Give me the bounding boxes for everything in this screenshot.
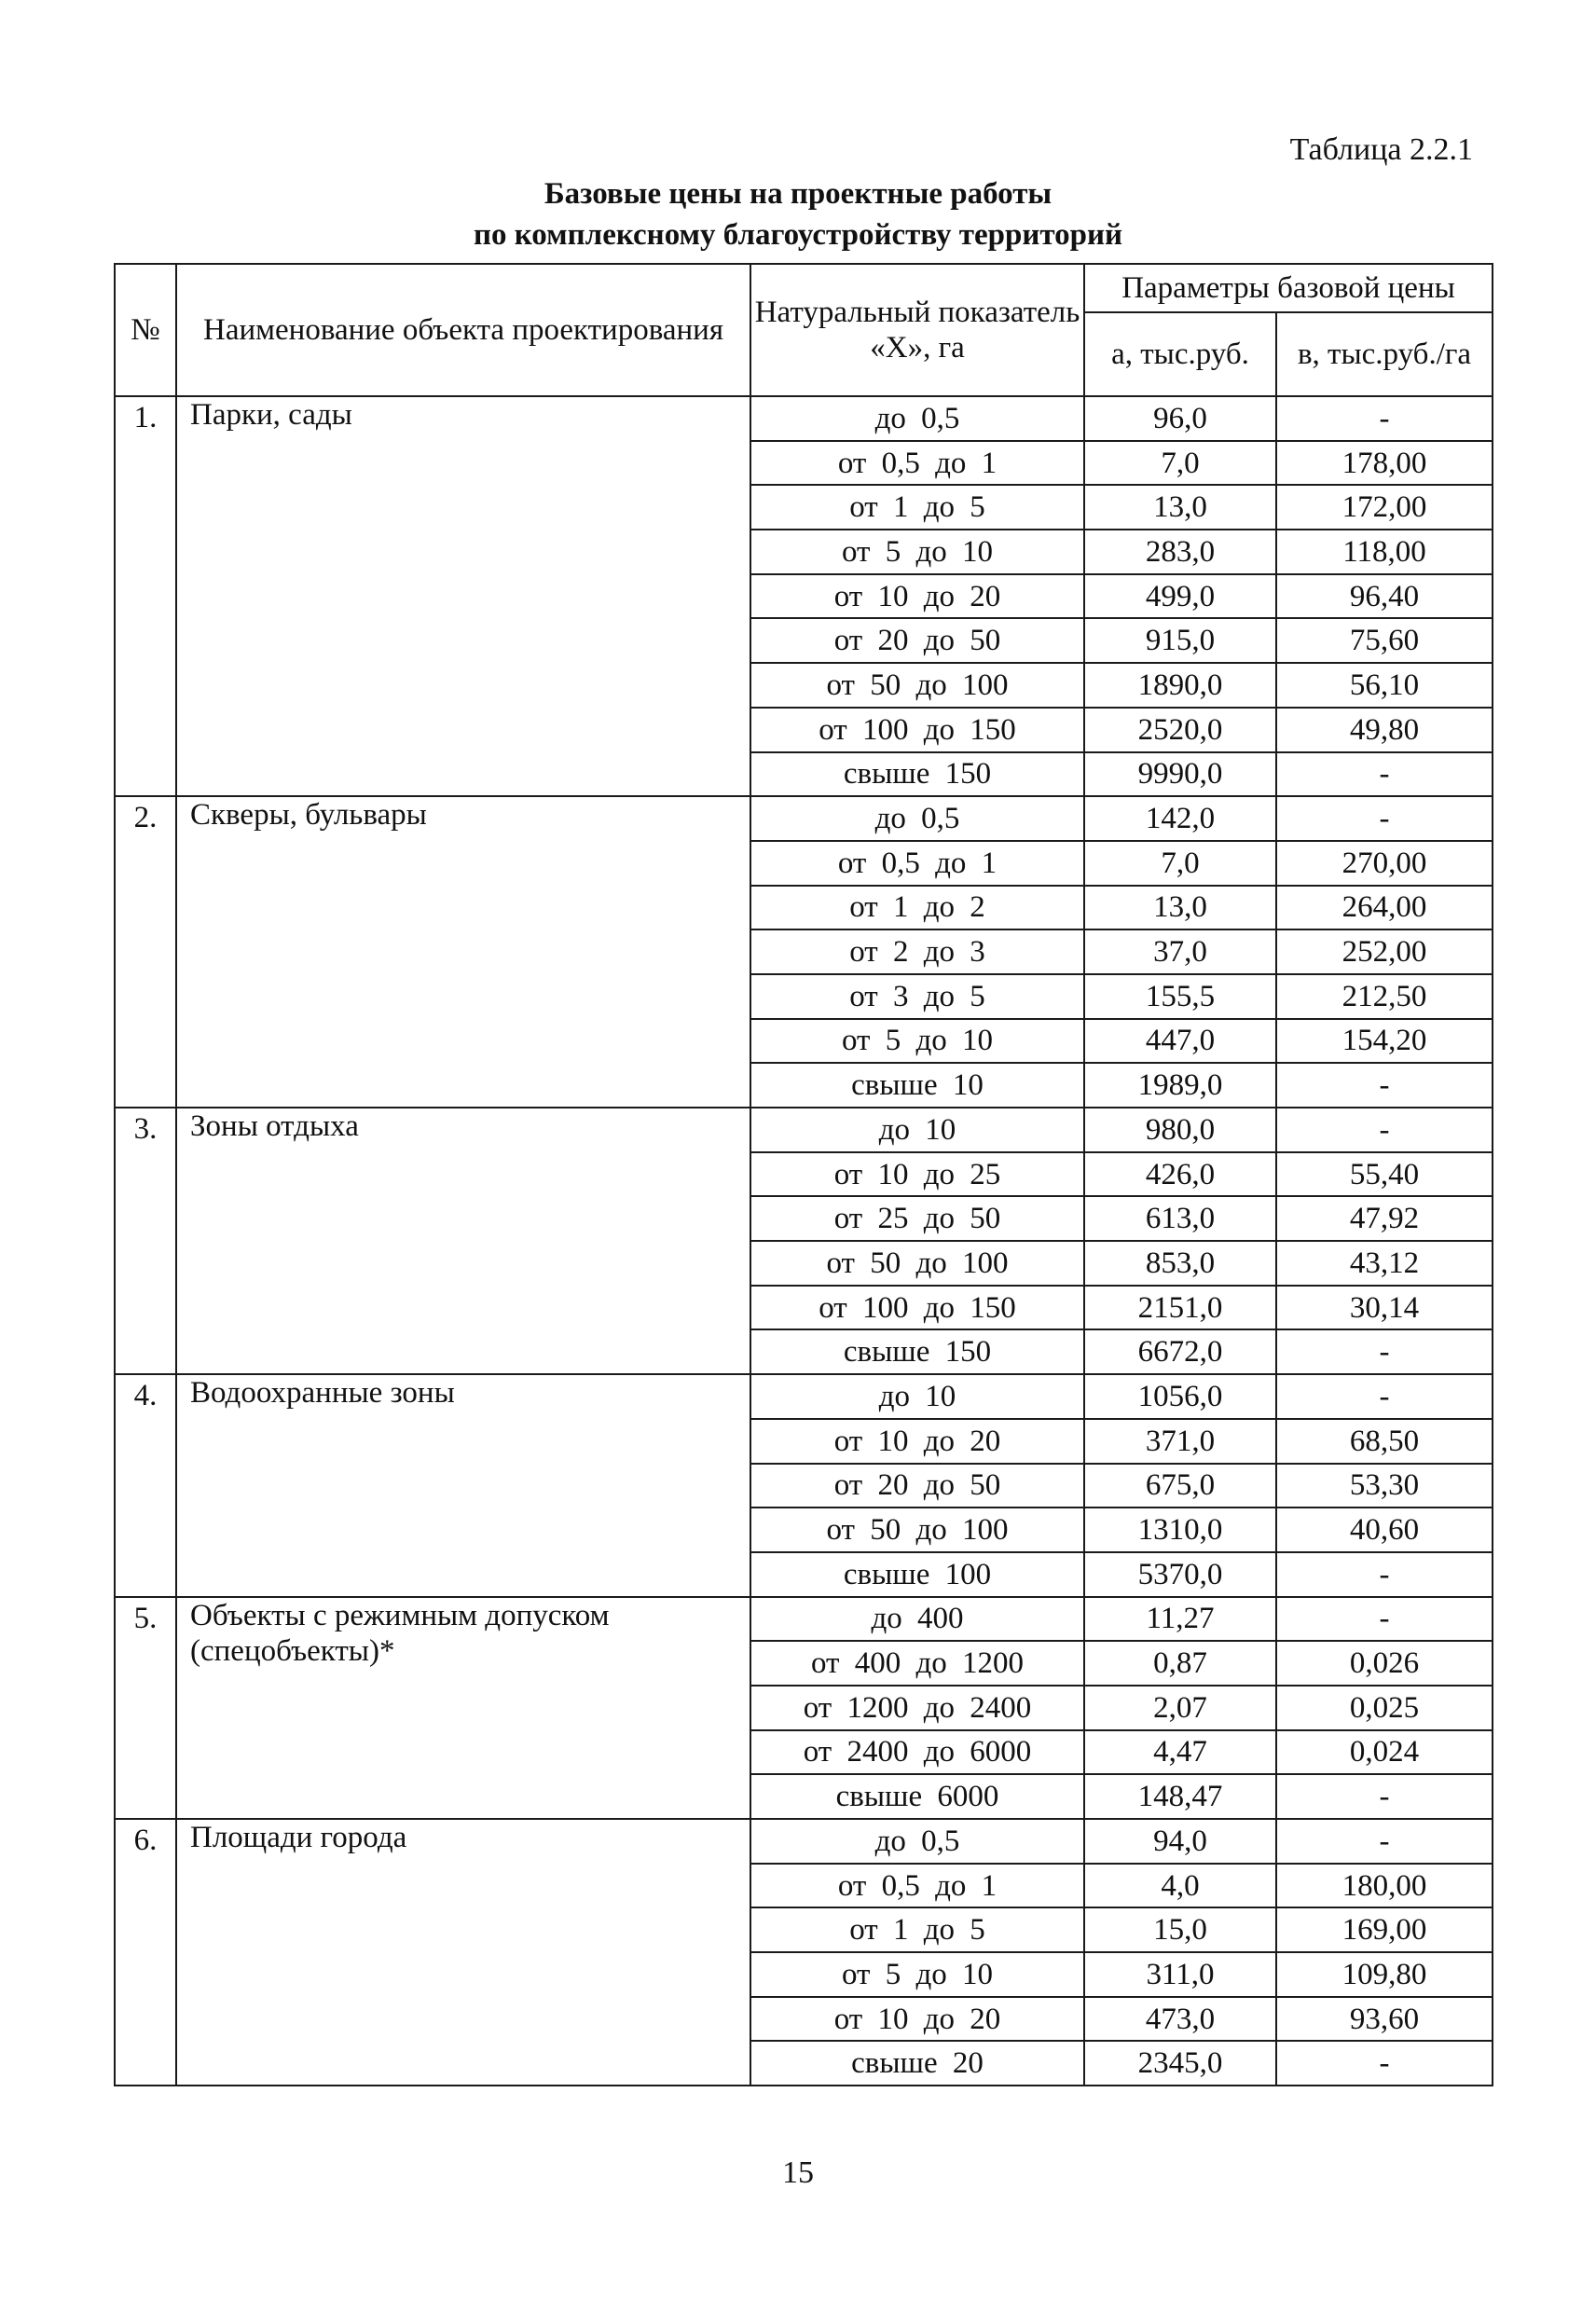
param-b-value: - (1276, 1597, 1493, 1642)
indicator-range: от 2400 до 6000 (750, 1730, 1084, 1775)
param-a-value: 96,0 (1084, 396, 1276, 441)
indicator-range: от 50 до 100 (750, 1508, 1084, 1552)
param-a-value: 371,0 (1084, 1419, 1276, 1464)
document-title (0, 173, 1596, 255)
table-row (115, 396, 1493, 441)
indicator-range: от 1 до 5 (750, 1907, 1084, 1952)
param-a-value: 142,0 (1084, 796, 1276, 841)
param-a-value: 1310,0 (1084, 1508, 1276, 1552)
indicator-range: от 20 до 50 (750, 618, 1084, 663)
indicator-range: до 0,5 (750, 396, 1084, 441)
object-name: Парки, сады (176, 396, 750, 796)
object-name: Водоохранные зоны (176, 1374, 750, 1596)
param-a-value: 7,0 (1084, 441, 1276, 486)
table-row (115, 796, 1493, 841)
param-a-value: 853,0 (1084, 1241, 1276, 1286)
param-a-value: 311,0 (1084, 1952, 1276, 1997)
indicator-range: до 10 (750, 1374, 1084, 1419)
param-a-value: 283,0 (1084, 530, 1276, 574)
indicator-range: от 20 до 50 (750, 1464, 1084, 1508)
param-b-value: - (1276, 1108, 1493, 1152)
param-a-value: 675,0 (1084, 1464, 1276, 1508)
param-b-value: 93,60 (1276, 1997, 1493, 2042)
param-b-value: 40,60 (1276, 1508, 1493, 1552)
indicator-range: свыше 100 (750, 1552, 1084, 1597)
param-b-value: 56,10 (1276, 663, 1493, 708)
indicator-range: до 0,5 (750, 796, 1084, 841)
param-a-value: 155,5 (1084, 974, 1276, 1019)
indicator-range: свыше 6000 (750, 1774, 1084, 1819)
title-line-2: по комплексному благоустройству территорий (473, 218, 1123, 252)
param-b-value: 68,50 (1276, 1419, 1493, 1464)
base-prices-table (114, 263, 1493, 2086)
object-name: Объекты с режимным допуском (спецобъекты)* (176, 1597, 750, 1819)
param-b-value: - (1276, 1819, 1493, 1864)
param-b-value: 0,025 (1276, 1686, 1493, 1730)
param-b-value: 172,00 (1276, 485, 1493, 530)
object-name: Зоны отдыха (176, 1108, 750, 1374)
indicator-range: от 50 до 100 (750, 663, 1084, 708)
table-header (115, 264, 1493, 396)
header-param-b: в, тыс.руб./га (1276, 312, 1493, 396)
header-param-a: а, тыс.руб. (1084, 312, 1276, 396)
indicator-range: от 25 до 50 (750, 1196, 1084, 1241)
param-b-value: - (1276, 1329, 1493, 1374)
indicator-range: свыше 150 (750, 752, 1084, 797)
param-a-value: 473,0 (1084, 1997, 1276, 2042)
indicator-range: от 10 до 25 (750, 1152, 1084, 1197)
param-b-value: - (1276, 1552, 1493, 1597)
param-b-value: 154,20 (1276, 1019, 1493, 1064)
param-a-value: 6672,0 (1084, 1329, 1276, 1374)
param-a-value: 499,0 (1084, 574, 1276, 619)
param-b-value: 109,80 (1276, 1952, 1493, 1997)
param-a-value: 0,87 (1084, 1641, 1276, 1686)
param-b-value: 264,00 (1276, 886, 1493, 930)
row-number: 1. (115, 396, 176, 796)
indicator-range: свыше 150 (750, 1329, 1084, 1374)
table-label: Таблица 2.2.1 (1289, 132, 1473, 167)
indicator-range: от 5 до 10 (750, 1952, 1084, 1997)
indicator-range: до 400 (750, 1597, 1084, 1642)
indicator-range: от 100 до 150 (750, 708, 1084, 752)
indicator-range: до 0,5 (750, 1819, 1084, 1864)
param-b-value: 49,80 (1276, 708, 1493, 752)
param-b-value: 178,00 (1276, 441, 1493, 486)
param-a-value: 447,0 (1084, 1019, 1276, 1064)
param-a-value: 7,0 (1084, 841, 1276, 886)
param-b-value: - (1276, 752, 1493, 797)
param-b-value: 30,14 (1276, 1286, 1493, 1330)
indicator-range: от 0,5 до 1 (750, 441, 1084, 486)
param-b-value: 75,60 (1276, 618, 1493, 663)
param-a-value: 613,0 (1084, 1196, 1276, 1241)
param-b-value: - (1276, 2041, 1493, 2086)
param-b-value: 169,00 (1276, 1907, 1493, 1952)
param-a-value: 13,0 (1084, 886, 1276, 930)
indicator-range: от 5 до 10 (750, 530, 1084, 574)
row-number: 5. (115, 1597, 176, 1819)
table-row (115, 1108, 1493, 1152)
row-number: 3. (115, 1108, 176, 1374)
param-a-value: 915,0 (1084, 618, 1276, 663)
param-b-value: - (1276, 796, 1493, 841)
param-a-value: 94,0 (1084, 1819, 1276, 1864)
table-row (115, 1374, 1493, 1419)
title-line-1: Базовые цены на проектные работы (543, 177, 1053, 211)
param-a-value: 11,27 (1084, 1597, 1276, 1642)
param-a-value: 2345,0 (1084, 2041, 1276, 2086)
param-a-value: 5370,0 (1084, 1552, 1276, 1597)
row-number: 6. (115, 1819, 176, 2086)
indicator-range: от 50 до 100 (750, 1241, 1084, 1286)
param-b-value: 118,00 (1276, 530, 1493, 574)
indicator-range: от 1 до 2 (750, 886, 1084, 930)
param-b-value: 270,00 (1276, 841, 1493, 886)
param-b-value: - (1276, 1774, 1493, 1819)
header-params: Параметры базовой цены (1084, 264, 1493, 312)
param-a-value: 4,47 (1084, 1730, 1276, 1775)
header-indicator: Натуральный показатель «X», га (750, 264, 1084, 396)
indicator-range: от 100 до 150 (750, 1286, 1084, 1330)
param-b-value: 0,026 (1276, 1641, 1493, 1686)
param-b-value: - (1276, 1063, 1493, 1108)
param-b-value: 43,12 (1276, 1241, 1493, 1286)
table-row (115, 1819, 1493, 1864)
param-a-value: 1989,0 (1084, 1063, 1276, 1108)
indicator-range: от 3 до 5 (750, 974, 1084, 1019)
param-a-value: 15,0 (1084, 1907, 1276, 1952)
param-a-value: 9990,0 (1084, 752, 1276, 797)
param-b-value: 47,92 (1276, 1196, 1493, 1241)
indicator-range: свыше 10 (750, 1063, 1084, 1108)
param-a-value: 37,0 (1084, 929, 1276, 974)
param-a-value: 980,0 (1084, 1108, 1276, 1152)
param-b-value: 212,50 (1276, 974, 1493, 1019)
param-b-value: 55,40 (1276, 1152, 1493, 1197)
row-number: 2. (115, 796, 176, 1108)
header-name: Наименование объекта проектирования (176, 264, 750, 396)
param-a-value: 4,0 (1084, 1864, 1276, 1908)
indicator-range: от 10 до 20 (750, 1997, 1084, 2042)
indicator-range: от 0,5 до 1 (750, 1864, 1084, 1908)
header-num: № (115, 264, 176, 396)
param-b-value: 180,00 (1276, 1864, 1493, 1908)
indicator-range: от 1200 до 2400 (750, 1686, 1084, 1730)
param-a-value: 2151,0 (1084, 1286, 1276, 1330)
table-row (115, 1597, 1493, 1642)
param-a-value: 148,47 (1084, 1774, 1276, 1819)
object-name: Скверы, бульвары (176, 796, 750, 1108)
param-b-value: 96,40 (1276, 574, 1493, 619)
indicator-range: от 10 до 20 (750, 574, 1084, 619)
param-b-value: 53,30 (1276, 1464, 1493, 1508)
param-b-value: 252,00 (1276, 929, 1493, 974)
indicator-range: до 10 (750, 1108, 1084, 1152)
indicator-range: свыше 20 (750, 2041, 1084, 2086)
param-a-value: 13,0 (1084, 485, 1276, 530)
param-a-value: 1890,0 (1084, 663, 1276, 708)
param-b-value: - (1276, 1374, 1493, 1419)
param-a-value: 2520,0 (1084, 708, 1276, 752)
indicator-range: от 10 до 20 (750, 1419, 1084, 1464)
param-b-value: - (1276, 396, 1493, 441)
indicator-range: от 2 до 3 (750, 929, 1084, 974)
param-a-value: 1056,0 (1084, 1374, 1276, 1419)
row-number: 4. (115, 1374, 176, 1596)
object-name: Площади города (176, 1819, 750, 2086)
indicator-range: от 400 до 1200 (750, 1641, 1084, 1686)
param-a-value: 426,0 (1084, 1152, 1276, 1197)
page-number: 15 (782, 2155, 814, 2190)
param-a-value: 2,07 (1084, 1686, 1276, 1730)
indicator-range: от 5 до 10 (750, 1019, 1084, 1064)
indicator-range: от 1 до 5 (750, 485, 1084, 530)
table-body (115, 396, 1493, 2086)
indicator-range: от 0,5 до 1 (750, 841, 1084, 886)
param-b-value: 0,024 (1276, 1730, 1493, 1775)
